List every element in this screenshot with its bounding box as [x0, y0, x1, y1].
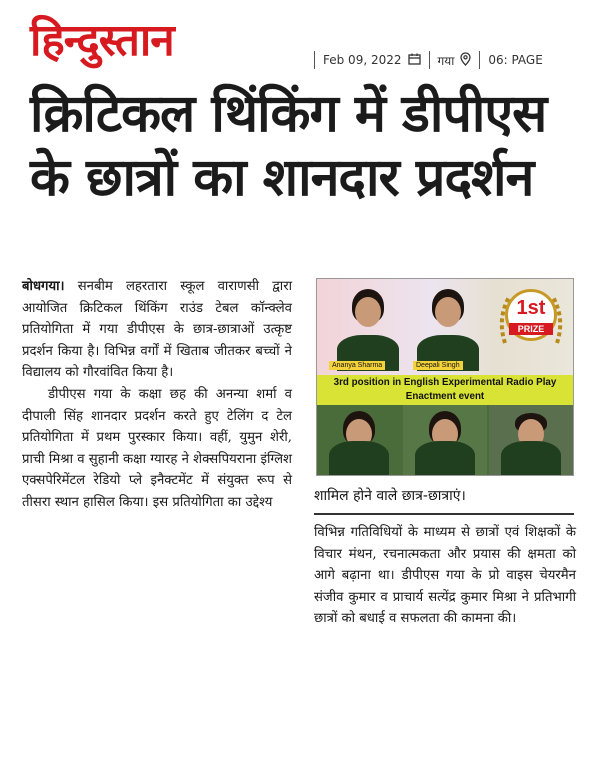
photo-bottom-panel: [317, 405, 573, 476]
caption-divider: [314, 513, 574, 515]
photo-caption: शामिल होने वाले छात्र-छात्राएं।: [314, 488, 466, 504]
meta-divider: [429, 51, 430, 69]
edition-meta-bar: [306, 50, 602, 70]
student-photo-deepali: [417, 283, 479, 371]
student-photo-5: [489, 405, 573, 476]
calendar-icon: [408, 53, 421, 68]
banner-line-1: 3rd position in English Experimental Radio Play: [333, 377, 557, 388]
location-pin-icon: [460, 52, 471, 69]
hindustan-logo: हिन्दुस्तान: [30, 15, 174, 66]
article-column-left: [22, 276, 292, 514]
meta-divider: [314, 51, 315, 69]
paragraph-1-text: सनबीम लहरतारा स्कूल वाराणसी द्वारा आयोजित क्रिटिकल थिंकिंग राउंड टेबल कॉन्क्लेव प्रतियोगिता में गया डीपीएस के छात्र-छात्राओं उत्कृष्ट प्रदर्शन किया है। विभिन्न वर्गों में खिताब जीतकर बच्चों ने विद्यालय को गौरवांवित किया है।: [22, 279, 292, 381]
prize-label: PRIZE: [509, 323, 553, 335]
first-prize-badge: [495, 283, 567, 355]
article-paragraph-1: [22, 276, 292, 384]
edition-page: 06: PAGE: [488, 53, 543, 67]
article-paragraph-3: विभिन्न गतिविधियों के माध्यम से छात्रों एवं शिक्षकों के विचार मंथन, रचनात्मकता और प्रयास की क्षमता को आगे बढ़ाना था। डीपीएस गया के प्रो वाइस चेयरमैन संजीव कुमार व प्राचार्य सत्येंद्र कुमार मिश्रा ने प्रतिभागी छात्रों को बधाई व सफलता की कामना की।: [314, 525, 576, 627]
article-paragraph-2: डीपीएस गया के कक्षा छह की अनन्या शर्मा व दीपाली सिंह शानदार प्रदर्शन करते हुए टेलिंग द टेल प्रतियोगिता में प्रथम पुरस्कार किया। वहीं, युमुन शेरी, प्राची मिश्रा व सुहानी कक्षा ग्यारह ने शेक्सपियराना इंग्लिश एक्सपेरिमेंटल रेडियो प्ले इनैक्टमेंट में संयुक्त रूप से तीसरा स्थान हासिल किया। इस प्रतियोगिता का उद्देश्य: [22, 386, 292, 510]
news-photo-collage: [316, 278, 574, 476]
article-column-right: [314, 522, 576, 630]
prize-number: 1st: [516, 297, 546, 319]
edition-date: Feb 09, 2022: [323, 53, 402, 67]
dateline: बोधगया।: [22, 279, 65, 294]
newspaper-masthead: [30, 6, 280, 76]
student-photo-4: [403, 405, 487, 476]
headline-line-2: के छात्रों का शानदार प्रदर्शन: [30, 148, 534, 208]
student-photo-ananya: [337, 283, 399, 371]
banner-line-2: Enactment event: [405, 391, 485, 402]
meta-divider: [479, 51, 480, 69]
student-photo-3: [317, 405, 401, 476]
article-headline: [30, 82, 590, 210]
photo-award-banner: [317, 375, 573, 405]
edition-place: गया: [437, 53, 455, 68]
headline-line-1: क्रिटिकल थिंकिंग में डीपीएस: [30, 84, 547, 144]
photo-name-label-2: Deepali Singh: [413, 361, 463, 370]
photo-name-label-1: Ananya Sharma: [329, 361, 385, 370]
